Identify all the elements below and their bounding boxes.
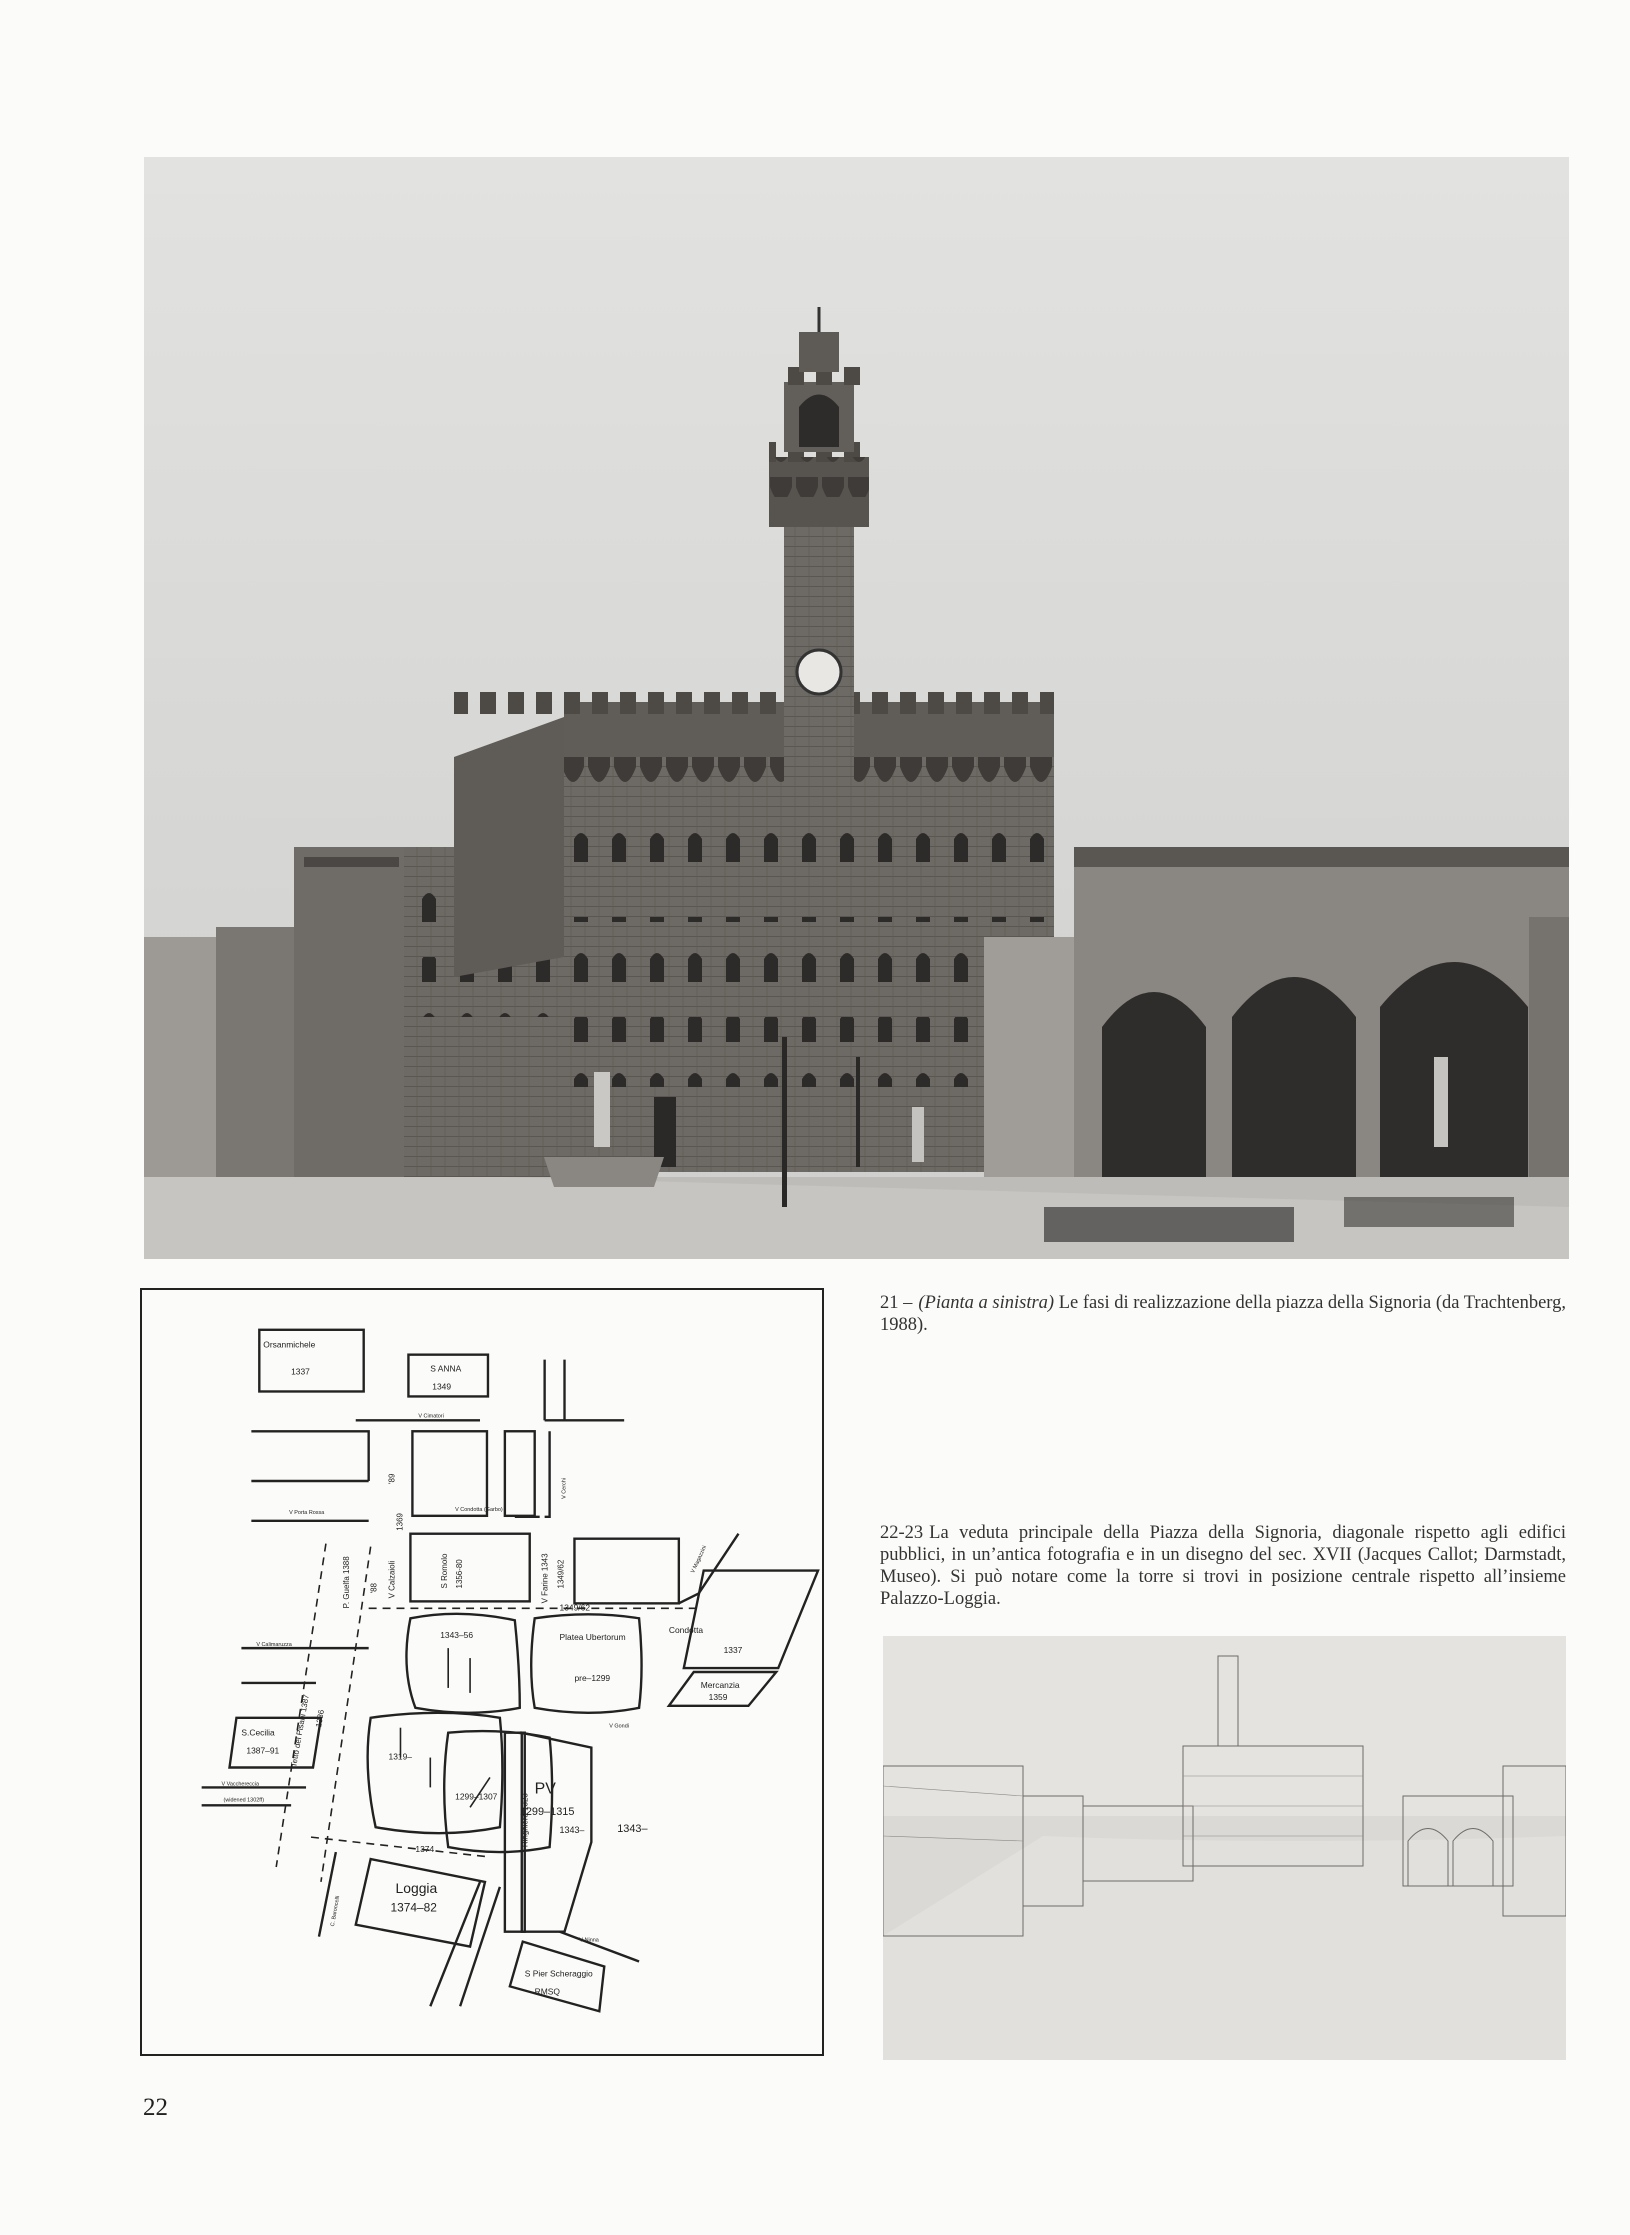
svg-text:V Calzaioli: V Calzaioli [387,1560,397,1599]
s-cecilia-label: S.Cecilia [241,1727,275,1738]
condotta-label: Condotta [668,1625,704,1636]
pv-label: PV [534,1780,556,1798]
page-number: 22 [143,2094,168,2121]
loggia-label: Loggia [395,1879,438,1896]
svg-text:V Vacchereccia: V Vacchereccia [221,1781,260,1788]
svg-text:'89: '89 [387,1473,397,1484]
svg-text:1337: 1337 [291,1366,310,1377]
svg-text:1299–1315: 1299–1315 [519,1806,575,1819]
svg-text:V Condotta (Garbo): V Condotta (Garbo) [455,1506,503,1513]
svg-text:V Ninna: V Ninna [579,1937,599,1944]
svg-text:(widened 1302ff): (widened 1302ff) [223,1797,265,1804]
callot-drawing [883,1636,1566,2060]
svg-text:1343–: 1343– [559,1825,585,1836]
svg-text:1386: 1386 [314,1709,326,1729]
svg-text:V Cimatori: V Cimatori [418,1413,444,1420]
svg-text:1359: 1359 [708,1691,728,1702]
svg-text:1387–91: 1387–91 [246,1745,280,1756]
svg-text:1299–1307: 1299–1307 [455,1791,498,1802]
svg-text:1369: 1369 [395,1513,405,1531]
svg-text:1356-80: 1356-80 [455,1559,465,1589]
svg-text:C. Baroncelli: C. Baroncelli [329,1895,342,1928]
svg-text:Tetto dei Pisani 1387: Tetto dei Pisani 1387 [289,1693,311,1768]
svg-text:V Cerchi: V Cerchi [561,1477,568,1499]
svg-text:1337: 1337 [723,1645,743,1656]
caption-21: 21 – (Pianta a sinistra) Le fasi di realizzazione della piazza della Signoria (da Trachtenberg, 1988). [880,1293,1567,1335]
svg-text:1374: 1374 [415,1844,435,1855]
svg-text:V Porta Rossa: V Porta Rossa [289,1509,325,1516]
svg-text:'88: '88 [369,1583,379,1594]
caption-22-23: 22-23 La veduta principale della Piazza della Signoria, diagonale rispetto agli edifici pubblici, in un’antica fotografia e in un disegno del sec. XVII (Jacques Callot; Darmstadt, Museo). Si può notare come la torre si trovi in posizione centrale rispetto all’insieme Palazzo-Loggia. [880,1523,1566,1609]
platea-label: Platea Ubertorum [559,1632,626,1643]
svg-text:P. Guelfa 1388: P. Guelfa 1388 [341,1556,351,1609]
svg-text:S ANNA: S ANNA [430,1363,462,1374]
svg-text:1349/62 –: 1349/62 – [559,1602,598,1613]
svg-text:pre–1299: pre–1299 [574,1672,611,1683]
s-romolo-block [410,1534,529,1602]
svg-text:Ringhiera 1323: Ringhiera 1323 [520,1793,530,1848]
svg-text:V Gondi: V Gondi [609,1723,629,1730]
plan-map [140,1288,824,2056]
orsanmichele-label: Orsanmichele [263,1339,316,1350]
svg-text:1343–56: 1343–56 [440,1630,474,1641]
svg-text:V Magazzini: V Magazzini [690,1544,709,1575]
svg-text:1374–82: 1374–82 [390,1900,437,1915]
svg-text:V Calimaruzza: V Calimaruzza [256,1642,292,1649]
mercanzia-label: Mercanzia [700,1679,740,1690]
s-pier-label: S Pier Scheraggio [524,1968,593,1979]
svg-text:1349: 1349 [432,1381,452,1392]
photo-palazzo-vecchio [144,157,1569,1259]
s-cecilia-block [229,1718,320,1768]
svg-text:1319–: 1319– [388,1751,413,1762]
svg-text:V Farine 1343: V Farine 1343 [540,1553,550,1604]
svg-text:RMSQ: RMSQ [534,1986,560,1997]
svg-text:1343–: 1343– [617,1823,648,1836]
svg-text:S Romolo: S Romolo [440,1553,450,1589]
svg-text:1349/62: 1349/62 [556,1559,566,1589]
